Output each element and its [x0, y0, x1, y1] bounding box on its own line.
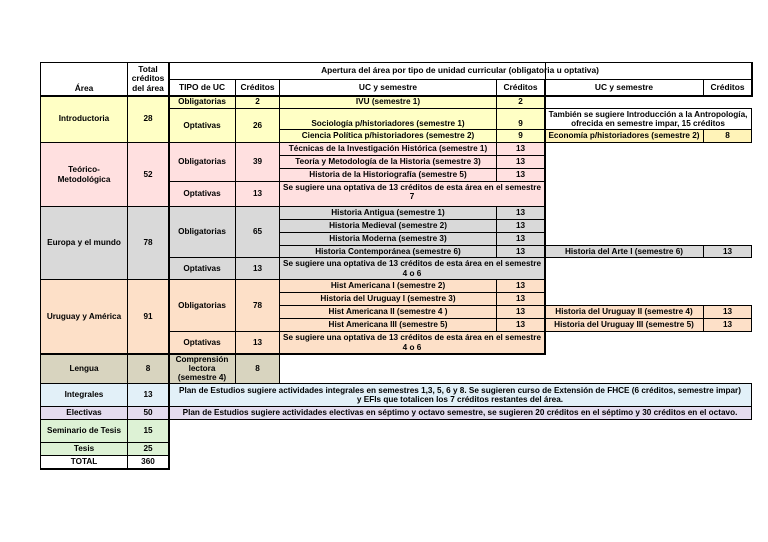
total-uruguay: 91	[127, 279, 169, 354]
uc-uruguay-extra-1: Historia del Uruguay II (semestre 4)	[544, 305, 704, 319]
total-total: 360	[127, 455, 169, 469]
creditos-introductoria-oblig: 2	[235, 95, 280, 109]
tipo-introductoria-oblig: Obligatorias	[168, 95, 236, 109]
total-europa: 78	[127, 206, 169, 280]
creditos-uruguay-opt: 13	[235, 331, 280, 354]
uc-introductoria-2: Sociología p/historiadores (semestre 1)	[279, 108, 497, 130]
cr-uruguay-extra-1: 13	[703, 305, 752, 319]
uruguay-opt-note: Se sugiere una optativa de 13 créditos de esta área en el semestre 4 o 6	[279, 331, 545, 354]
uc-uruguay-4: Hist Americana III (semestre 5)	[279, 318, 497, 332]
area-lengua: Lengua	[40, 353, 128, 384]
tipo-teorico-opt: Optativas	[168, 181, 236, 207]
total-seminario: 15	[127, 419, 169, 443]
area-total: TOTAL	[40, 455, 128, 469]
header-uc-semestre-extra: UC y semestre	[544, 79, 704, 96]
electivas-note: Plan de Estudios sugiere actividades electivas en séptimo y octavo semestre, se sugieren 20 créditos en el séptimo y 30 créditos en el octavo.	[168, 406, 752, 420]
cr-teorico-1: 13	[496, 142, 545, 156]
header-tipo: TIPO de UC	[168, 79, 236, 96]
header-total: Total créditos del área	[127, 62, 169, 96]
creditos-uruguay-oblig: 78	[235, 279, 280, 332]
header-uc-semestre: UC y semestre	[279, 79, 497, 96]
header-area: Área	[40, 62, 128, 96]
uc-europa-4: Historia Contemporánea (semestre 6)	[279, 245, 497, 258]
total-tesis: 25	[127, 442, 169, 456]
cr-europa-1: 13	[496, 206, 545, 220]
europa-opt-note: Se sugiere una optativa de 13 créditos de esta área en el semestre 4 o 6	[279, 257, 545, 280]
uc-uruguay-3: Hist Americana II (semestre 4 )	[279, 305, 497, 319]
cr-uruguay-4: 13	[496, 318, 545, 332]
cr-introductoria-1: 2	[496, 95, 545, 109]
cr-introductoria-extra: 8	[703, 129, 752, 143]
cr-uruguay-2: 13	[496, 292, 545, 306]
cr-uruguay-3: 13	[496, 305, 545, 319]
total-introductoria: 28	[127, 95, 169, 143]
cr-europa-2: 13	[496, 219, 545, 233]
uc-uruguay-2: Historia del Uruguay I (semestre 3)	[279, 292, 497, 306]
total-electivas: 50	[127, 406, 169, 420]
teorico-opt-note: Se sugiere una optativa de 13 créditos de esta área en el semestre 7	[279, 181, 545, 207]
header-creditos-extra: Créditos	[703, 79, 752, 96]
uc-europa-1: Historia Antigua (semestre 1)	[279, 206, 497, 220]
creditos-teorico-oblig: 39	[235, 142, 280, 182]
creditos-lengua: 8	[235, 353, 280, 384]
tipo-introductoria-opt: Optativas	[168, 108, 236, 143]
creditos-introductoria-opt: 26	[235, 108, 280, 143]
uc-teorico-3: Historia de la Historiografía (semestre 5)	[279, 168, 497, 182]
uc-uruguay-1: Hist Americana I (semestre 2)	[279, 279, 497, 293]
uc-teorico-2: Teoría y Metodología de la Historia (semestre 3)	[279, 155, 497, 169]
uc-europa-3: Historia Moderna (semestre 3)	[279, 232, 497, 246]
creditos-teorico-opt: 13	[235, 181, 280, 207]
cr-europa-4: 13	[496, 245, 545, 258]
header-creditos-2: Créditos	[496, 79, 545, 96]
cr-uruguay-1: 13	[496, 279, 545, 293]
tipo-uruguay-opt: Optativas	[168, 331, 236, 354]
tipo-teorico-oblig: Obligatorias	[168, 142, 236, 182]
tipo-lengua: Comprensión lectora (semestre 4)	[168, 353, 236, 384]
tipo-europa-oblig: Obligatorias	[168, 206, 236, 258]
tipo-europa-opt: Optativas	[168, 257, 236, 280]
uc-teorico-1: Técnicas de la Investigación Histórica (semestre 1)	[279, 142, 497, 156]
area-integrales: Integrales	[40, 383, 128, 407]
uc-uruguay-extra-2: Historia del Uruguay III (semestre 5)	[544, 318, 704, 332]
creditos-europa-opt: 13	[235, 257, 280, 280]
cr-teorico-2: 13	[496, 155, 545, 169]
cr-teorico-3: 13	[496, 168, 545, 182]
tipo-uruguay-oblig: Obligatorias	[168, 279, 236, 332]
creditos-europa-oblig: 65	[235, 206, 280, 258]
area-introductoria: Introductoria	[40, 95, 128, 143]
uc-introductoria-3: Ciencia Política p/historiadores (semestre 2)	[279, 129, 497, 143]
area-tesis: Tesis	[40, 442, 128, 456]
area-uruguay: Uruguay y América	[40, 279, 128, 354]
area-electivas: Electivas	[40, 406, 128, 420]
uc-introductoria-extra: Economía p/historiadores (semestre 2)	[544, 129, 704, 143]
cr-uruguay-extra-2: 13	[703, 318, 752, 332]
total-lengua: 8	[127, 353, 169, 384]
cr-europa-3: 13	[496, 232, 545, 246]
area-teorico: Teórico-Metodológica	[40, 142, 128, 207]
cr-introductoria-2: 9	[496, 108, 545, 130]
total-teorico: 52	[127, 142, 169, 207]
uc-introductoria-1: IVU (semestre 1)	[279, 95, 497, 109]
uc-europa-2: Historia Medieval (semestre 2)	[279, 219, 497, 233]
header-creditos: Créditos	[235, 79, 280, 96]
area-europa: Europa y el mundo	[40, 206, 128, 280]
area-seminario: Seminario de Tesis	[40, 419, 128, 443]
integrales-note: Plan de Estudios sugiere actividades integrales en semestres 1,3, 5, 6 y 8. Se sugieren curso de Extensión de FHCE (6 créditos, semestre impar) y EFIs que totalicen los 7 créditos restantes del área.	[168, 383, 752, 407]
introductoria-extra-note: También se sugiere Introducción a la Antropología, ofrecida en semestre impar, 15 créditos	[544, 108, 752, 130]
uc-europa-extra: Historia del Arte I (semestre 6)	[544, 245, 704, 258]
total-integrales: 13	[127, 383, 169, 407]
cr-europa-extra: 13	[703, 245, 752, 258]
cr-introductoria-3: 9	[496, 129, 545, 143]
header-apertura: Apertura del área por tipo de unidad curricular (obligatoria u optativa)	[168, 62, 752, 80]
